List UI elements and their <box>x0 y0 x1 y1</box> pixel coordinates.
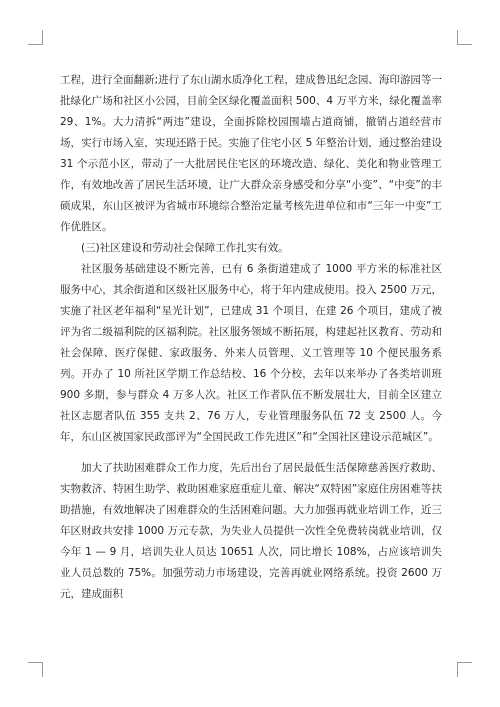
crop-mark-top-left <box>28 30 43 45</box>
paragraph-environment: 工程，进行全面翻新;进行了东山湖水质净化工程，建成鲁迅纪念园、海印游园等一批绿化广场和社区小公园，目前全区绿化覆盖面积 500、4 万平方米，绿化覆盖率 29、1%。大力清拆“两违”建设，全面拆除校园围墙占道商铺，撤销占道经营市场，实行市场入室，实现还路于民。实施了住宅小区 5 年整治计划，通过整治建设 31 个示范小区，带动了一大批居民住宅区的环境改造、绿化、美化和物业管理工作，有效地改善了居民生活环境，让广大群众亲身感受和分享“小变”、“中变”的丰硕成果，东山区被评为省城市环境综合整治定量考核先进单位和市“三年一中变”工作优胜区。 <box>60 74 442 233</box>
paragraph-assistance: 加大了扶助困难群众工作力度，先后出台了居民最低生活保障慈善医疗救助、实物救济、特困生助学、救助困难家庭重症儿童、解决“双特困”家庭住房困难等扶助措施，有效地解决了困难群众的生活困难问题。大力加强再就业培训工作，近三年区财政共安排 1000 万元专款，为失业人员提供一次性全免费转岗就业培训，仅今年 1 — 9 月，培训失业人员达 10651 人次，同比增长 108%，占应该培训失业人员总数的 75%。加强劳动力市场建设，完善再就业网络系统。投资 2600 万元，建成面积 <box>60 462 442 600</box>
document-body <box>60 70 442 605</box>
crop-mark-bottom-right <box>457 662 472 677</box>
crop-mark-top-right <box>457 30 472 45</box>
section-heading: (三)社区建设和劳动社会保障工作扎实有效。 <box>81 242 289 254</box>
paragraph-gap <box>60 448 442 458</box>
paragraph-community-service: 社区服务基础建设不断完善，已有 6 条街道建成了 1000 平方米的标准社区服务中心，其余街道和区级社区服务中心，将于年内建成使用。投入 2500 万元，实施了社区老年福利“星光计划”，已建成 31 个项目，在建 26 个项目，建成了被评为省二级福利院的区福利院。社区服务领域不断拓展，构建起社区教育、劳动和社会保障、医疗保健、家政服务、外来人员管理、义工管理等 10 个便民服务系列。开办了 10 所社区学期工作总结校、16 个分校，去年以来举办了各类培训班 900 多期，参与群众 4 万多人次。社区工作者队伍不断发展壮大，目前全区建立社区志愿者队伍 355 支共 2、76 万人，专业管理服务队伍 72 支 2500 人。今年，东山区被国家民政部评为“全国民政工作先进区”和“全国社区建设示范城区”。 <box>60 263 442 443</box>
crop-mark-bottom-left <box>28 662 43 677</box>
